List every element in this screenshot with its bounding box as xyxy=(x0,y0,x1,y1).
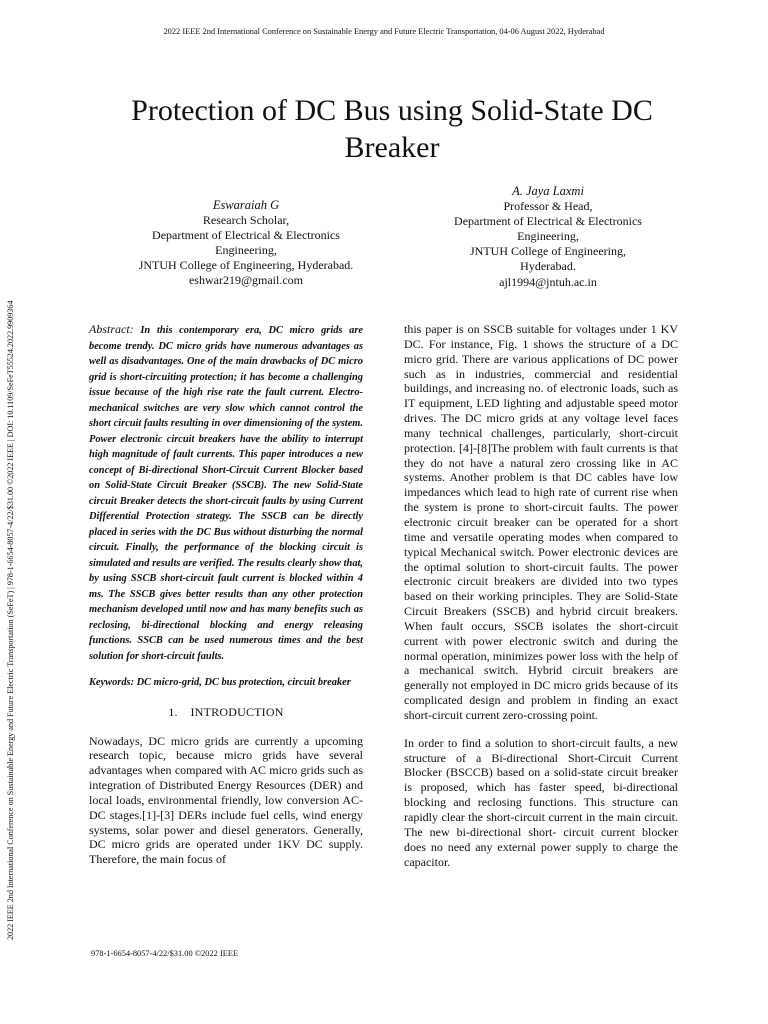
keywords: Keywords: DC micro-grid, DC bus protection, circuit breaker xyxy=(89,677,351,688)
author-name: A. Jaya Laxmi xyxy=(512,184,584,198)
title-line-2: Breaker xyxy=(344,131,440,164)
author-block-2 xyxy=(420,184,676,290)
right-column xyxy=(404,322,678,869)
author-block-1 xyxy=(116,198,376,289)
author-department: Department of Electrical & Electronics xyxy=(454,214,642,229)
author-institution: JNTUH College of Engineering, Hyderabad. xyxy=(138,258,354,273)
intro-paragraph-1: Nowadays, DC micro grids are currently a upcoming research topic, because micro grids have several advantages when compared with AC micro grids such as integration of Distributed Energy Resources (DER) and local loads, environmental friendly, low conversion AC-DC stages.[1]-[3] DERs include fuel cells, wind energy systems, solar power and diesel generators. Generally, DC micro grids are operated under 1KV DC supply. Therefore, the main focus of xyxy=(89,733,363,867)
author-department-cont: Engineering, xyxy=(215,243,277,258)
author-city: Hyderabad. xyxy=(520,259,576,274)
intro-paragraph-1-continued: this paper is on SSCB suitable for voltages under 1 KV DC. For instance, Fig. 1 shows the structure of a DC micro grid. There are various applications of DC power such as in industries, commercial and residential buildings, and increasing no. of electronic loads, such as IT equipment, LED lighting and adjustable speed motor drives. The DC micro grids at any voltage level faces many technical challenges, particularly, short-circuit protection. [4]-[8]The problem with fault currents is that they do not have a natural zero crossing like in AC systems. Another problem is that DC cables have low impedances which lead to high rate of current rise when the system is prone to short-circuit faults. The power electronic circuit breaker can be operated for a short time and versatile operating modes when compared to typical Mechanical switch. Power electronic devices are the optimal solution to short-circuit faults. The power electronic circuit breakers are divided into two types based on their working principles. They are Solid-State Circuit Breakers (SSCB) and hybrid circuit breakers. When fault occurs, SSCB isolates the short-circuit current with power electronic switch and during the normal operation, minimizes power loss with the help of a mechanical switch. Hybrid circuit breakers are generally not employed in DC micro grids because of its complicated design and problem in finding an exact short-circuit current zero-crossing point. xyxy=(404,322,678,722)
copyright-footer: 978-1-6654-8057-4/22/$31.00 ©2022 IEEE xyxy=(91,949,239,958)
abstract-label: Abstract: xyxy=(89,322,134,336)
section-heading: 1. INTRODUCTION xyxy=(168,704,284,719)
author-email: ajl1994@jntuh.ac.in xyxy=(499,274,597,289)
abstract xyxy=(89,322,363,664)
author-email: eshwar219@gmail.com xyxy=(188,273,304,288)
author-department-cont: Engineering, xyxy=(517,229,579,244)
author-institution: JNTUH College of Engineering, xyxy=(470,244,626,259)
author-position: Research Scholar, xyxy=(202,213,290,228)
side-citation-note: 2022 IEEE 2nd International Conference on Sustainable Energy and Future Electric Transportation (SeFeT) | 978-1-6654-8057-4/22/$31.00 ©2022 IEEE | DOI: 10.1109/SeFeT55524.2022.9909364 xyxy=(6,300,15,940)
author-department: Department of Electrical & Electronics xyxy=(152,228,340,243)
title-line-1: Protection of DC Bus using Solid-State DC xyxy=(131,94,653,127)
abstract-body: In this contemporary era, DC micro grids are become trendy. DC micro grids have numerous advantages as well as disadvantages. One of the main drawbacks of DC micro grid is short-circuiting protection; it has become a challenging issue because of the high rise rate the fault current. Electro-mechanical switches are very slow which cannot control the short circuit faults resulting in over dimensioning of the system. Power electronic circuit breakers have the ability to interrupt high magnitude of fault currents. This paper introduces a new concept of Bi-directional Short-Circuit Current Blocker based on Solid-State Circuit Breaker (SSCB). The new Solid-State circuit Breaker detects the short-circuit faults by using Current Differential Protection strategy. The SSCB can be directly placed in series with the DC Bus without disturbing the normal circuit. Finally, the performance of the blocking circuit is simulated and results are verified. The results clearly show that, by using SSCB short-circuit fault current is blocked within 4 ms. The SSCB gives better results than any other protection mechanism developed until now and has many benefits such as reclosing, bi-directional blocking and energy releasing functions. SSCB can be used numerous times and the best solution for short-circuit faults. xyxy=(89,325,363,662)
intro-paragraph-2: In order to find a solution to short-circuit faults, a new structure of a Bi-directional Short-Circuit Current Blocker (BSCCB) based on a solid-state circuit breaker is proposed, which has faster speed, bi-directional blocking and reclosing functions. This structure can rapidly clear the short-circuit current in the main circuit. The new bi-directional short- circuit current blocker does no need any external power supply to charge the capacitor. xyxy=(404,735,678,869)
paper-title xyxy=(90,92,694,166)
author-name: Eswaraiah G xyxy=(212,198,280,212)
left-column xyxy=(89,322,363,867)
conference-header: 2022 IEEE 2nd International Conference on Sustainable Energy and Future Electric Transportation, 04-06 August 2022, Hyderabad xyxy=(163,27,605,36)
author-position: Professor & Head, xyxy=(503,199,593,214)
